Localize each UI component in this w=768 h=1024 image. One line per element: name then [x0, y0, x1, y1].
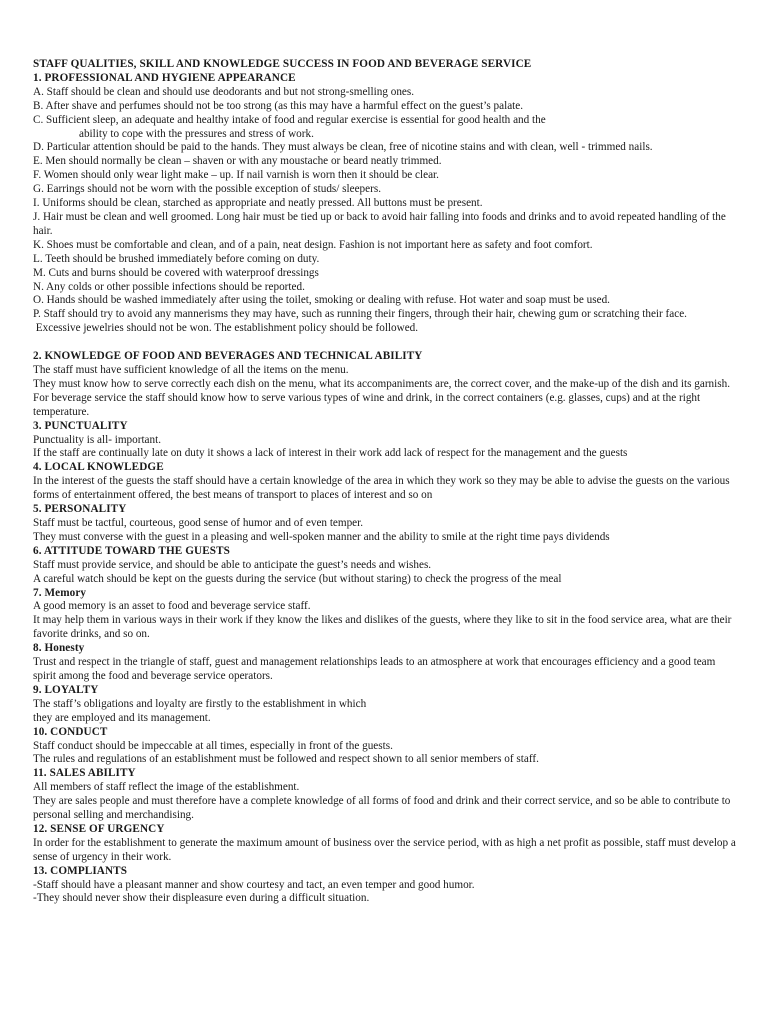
paragraph: P. Staff should try to avoid any mannerisms they may have, such as running their fingers, through their hair, chewing gum or scratching their face. — [33, 308, 687, 321]
spacer — [33, 336, 738, 350]
section-heading-1: 1. PROFESSIONAL AND HYGIENE APPEARANCE — [33, 71, 296, 84]
paragraph: I. Uniforms should be clean, starched as appropriate and neatly pressed. All buttons must be present. — [33, 197, 483, 210]
paragraph: Staff must be tactful, courteous, good sense of humor and of even temper. — [33, 517, 364, 529]
paragraph: A. Staff should be clean and should use deodorants and but not strong-smelling ones. — [33, 85, 415, 98]
section-heading-6: 6. ATTITUDE TOWARD THE GUESTS — [33, 544, 230, 557]
section-heading-10: 10. CONDUCT — [33, 725, 108, 738]
paragraph: ability to cope with the pressures and stress of work. — [79, 127, 314, 140]
paragraph: -They should never show their displeasure even during a difficult situation. — [33, 892, 370, 905]
section-heading-12: 12. SENSE OF URGENCY — [33, 822, 165, 835]
paragraph: Trust and respect in the triangle of staff, guest and management relationships leads to an atmosphere at work that encourages efficiency and a good team spirit among the food and beverage service operators. — [33, 656, 716, 682]
paragraph: A good memory is an asset to food and beverage service staff. — [33, 600, 311, 613]
paragraph: They must converse with the guest in a pleasing and well-spoken manner and the ability to smile at the right time pays dividends — [33, 530, 610, 543]
paragraph: The rules and regulations of an establishment must be followed and respect shown to all senior members of staff. — [33, 753, 539, 766]
paragraph: B. After shave and perfumes should not be too strong (as this may have a harmful effect on the guest’s palate. — [33, 99, 524, 112]
section-heading-9: 9. LOYALTY — [33, 683, 99, 696]
document-title: STAFF QUALITIES, SKILL AND KNOWLEDGE SUCCESS IN FOOD AND BEVERAGE SERVICE — [33, 58, 532, 70]
section-heading-13: 13. COMPLIANTS — [33, 864, 128, 877]
paragraph: The staff’s obligations and loyalty are firstly to the establishment in which — [33, 697, 367, 710]
paragraph: In order for the establishment to generate the maximum amount of business over the service period, with as high a net profit as possible, staff must develop a sense of urgency in their work. — [33, 836, 736, 863]
section-heading-11: 11. SALES ABILITY — [33, 767, 136, 780]
paragraph: D. Particular attention should be paid to the hands. They must always be clean, free of nicotine stains and with clean, well - trimmed nails. — [33, 141, 653, 154]
paragraph: O. Hands should be washed immediately after using the toilet, smoking or dealing with refuse. Hot water and soap must be used. — [33, 294, 610, 307]
paragraph: L. Teeth should be brushed immediately before coming on duty. — [33, 252, 320, 265]
paragraph: Staff conduct should be impeccable at all times, especially in front of the guests. — [33, 739, 393, 752]
paragraph: They must know how to serve correctly each dish on the menu, what its accompaniments are, the correct cover, and the make-up of the dish and its garnish. — [33, 377, 731, 390]
paragraph: Punctuality is all- important. — [33, 433, 162, 446]
paragraph: C. Sufficient sleep, an adequate and healthy intake of food and regular exercise is essential for good health and the — [33, 113, 546, 126]
paragraph: For beverage service the staff should know how to serve various types of wine and drink, in the correct containers (e.g. glasses, cups) and at the right temperature. — [33, 391, 701, 418]
paragraph: The staff must have sufficient knowledge of all the items on the menu. — [33, 364, 349, 377]
paragraph: Excessive jewelries should not be won. The establishment policy should be followed. — [33, 322, 419, 335]
section-heading-5: 5. PERSONALITY — [33, 503, 127, 516]
section-heading-7: 7. Memory — [33, 586, 87, 599]
paragraph: F. Women should only wear light make – up. If nail varnish is worn then it should be clear. — [33, 169, 439, 182]
section-heading-4: 4. LOCAL KNOWLEDGE — [33, 461, 164, 474]
section-heading-2: 2. KNOWLEDGE OF FOOD AND BEVERAGES AND TECHNICAL ABILITY — [33, 350, 423, 363]
paragraph: Staff must provide service, and should be able to anticipate the guest’s needs and wishes. — [33, 558, 432, 571]
section-heading-3: 3. PUNCTUALITY — [33, 419, 128, 432]
paragraph: J. Hair must be clean and well groomed. Long hair must be tied up or back to avoid hair falling into foods and drinks and to avoid repeated handling of the hair. — [33, 210, 726, 237]
paragraph: If the staff are continually late on duty it shows a lack of interest in their work add lack of respect for the management and the guests — [33, 447, 628, 460]
paragraph: It may help them in various ways in their work if they know the likes and dislikes of the guests, where they like to sit in the food service area, what are their favorite drinks, and so on. — [33, 614, 732, 641]
paragraph: N. Any colds or other possible infections should be reported. — [33, 280, 305, 293]
paragraph: All members of staff reflect the image of the establishment. — [33, 781, 300, 794]
paragraph: -Staff should have a pleasant manner and show courtesy and tact, an even temper and good humor. — [33, 878, 475, 891]
section-heading-8: 8. Honesty — [33, 642, 85, 655]
paragraph: K. Shoes must be comfortable and clean, and of a pain, neat design. Fashion is not important here as safety and foot comfort. — [33, 238, 593, 251]
paragraph: G. Earrings should not be worn with the possible exception of studs/ sleepers. — [33, 183, 381, 196]
paragraph: they are employed and its management. — [33, 711, 211, 724]
paragraph: E. Men should normally be clean – shaven or with any moustache or beard neatly trimmed. — [33, 155, 442, 168]
paragraph: They are sales people and must therefore have a complete knowledge of all forms of food and drink and their correct service, and so be able to contribute to personal selling and merchandising. — [33, 795, 731, 822]
paragraph: A careful watch should be kept on the guests during the service (but without staring) to check the progress of the meal — [33, 572, 562, 585]
paragraph: M. Cuts and burns should be covered with waterproof dressings — [33, 266, 319, 279]
paragraph: In the interest of the guests the staff should have a certain knowledge of the area in which they work so they may be able to advise the guests on the various forms of entertainment offered, the best means of transport to places of interest and so on — [33, 475, 730, 502]
